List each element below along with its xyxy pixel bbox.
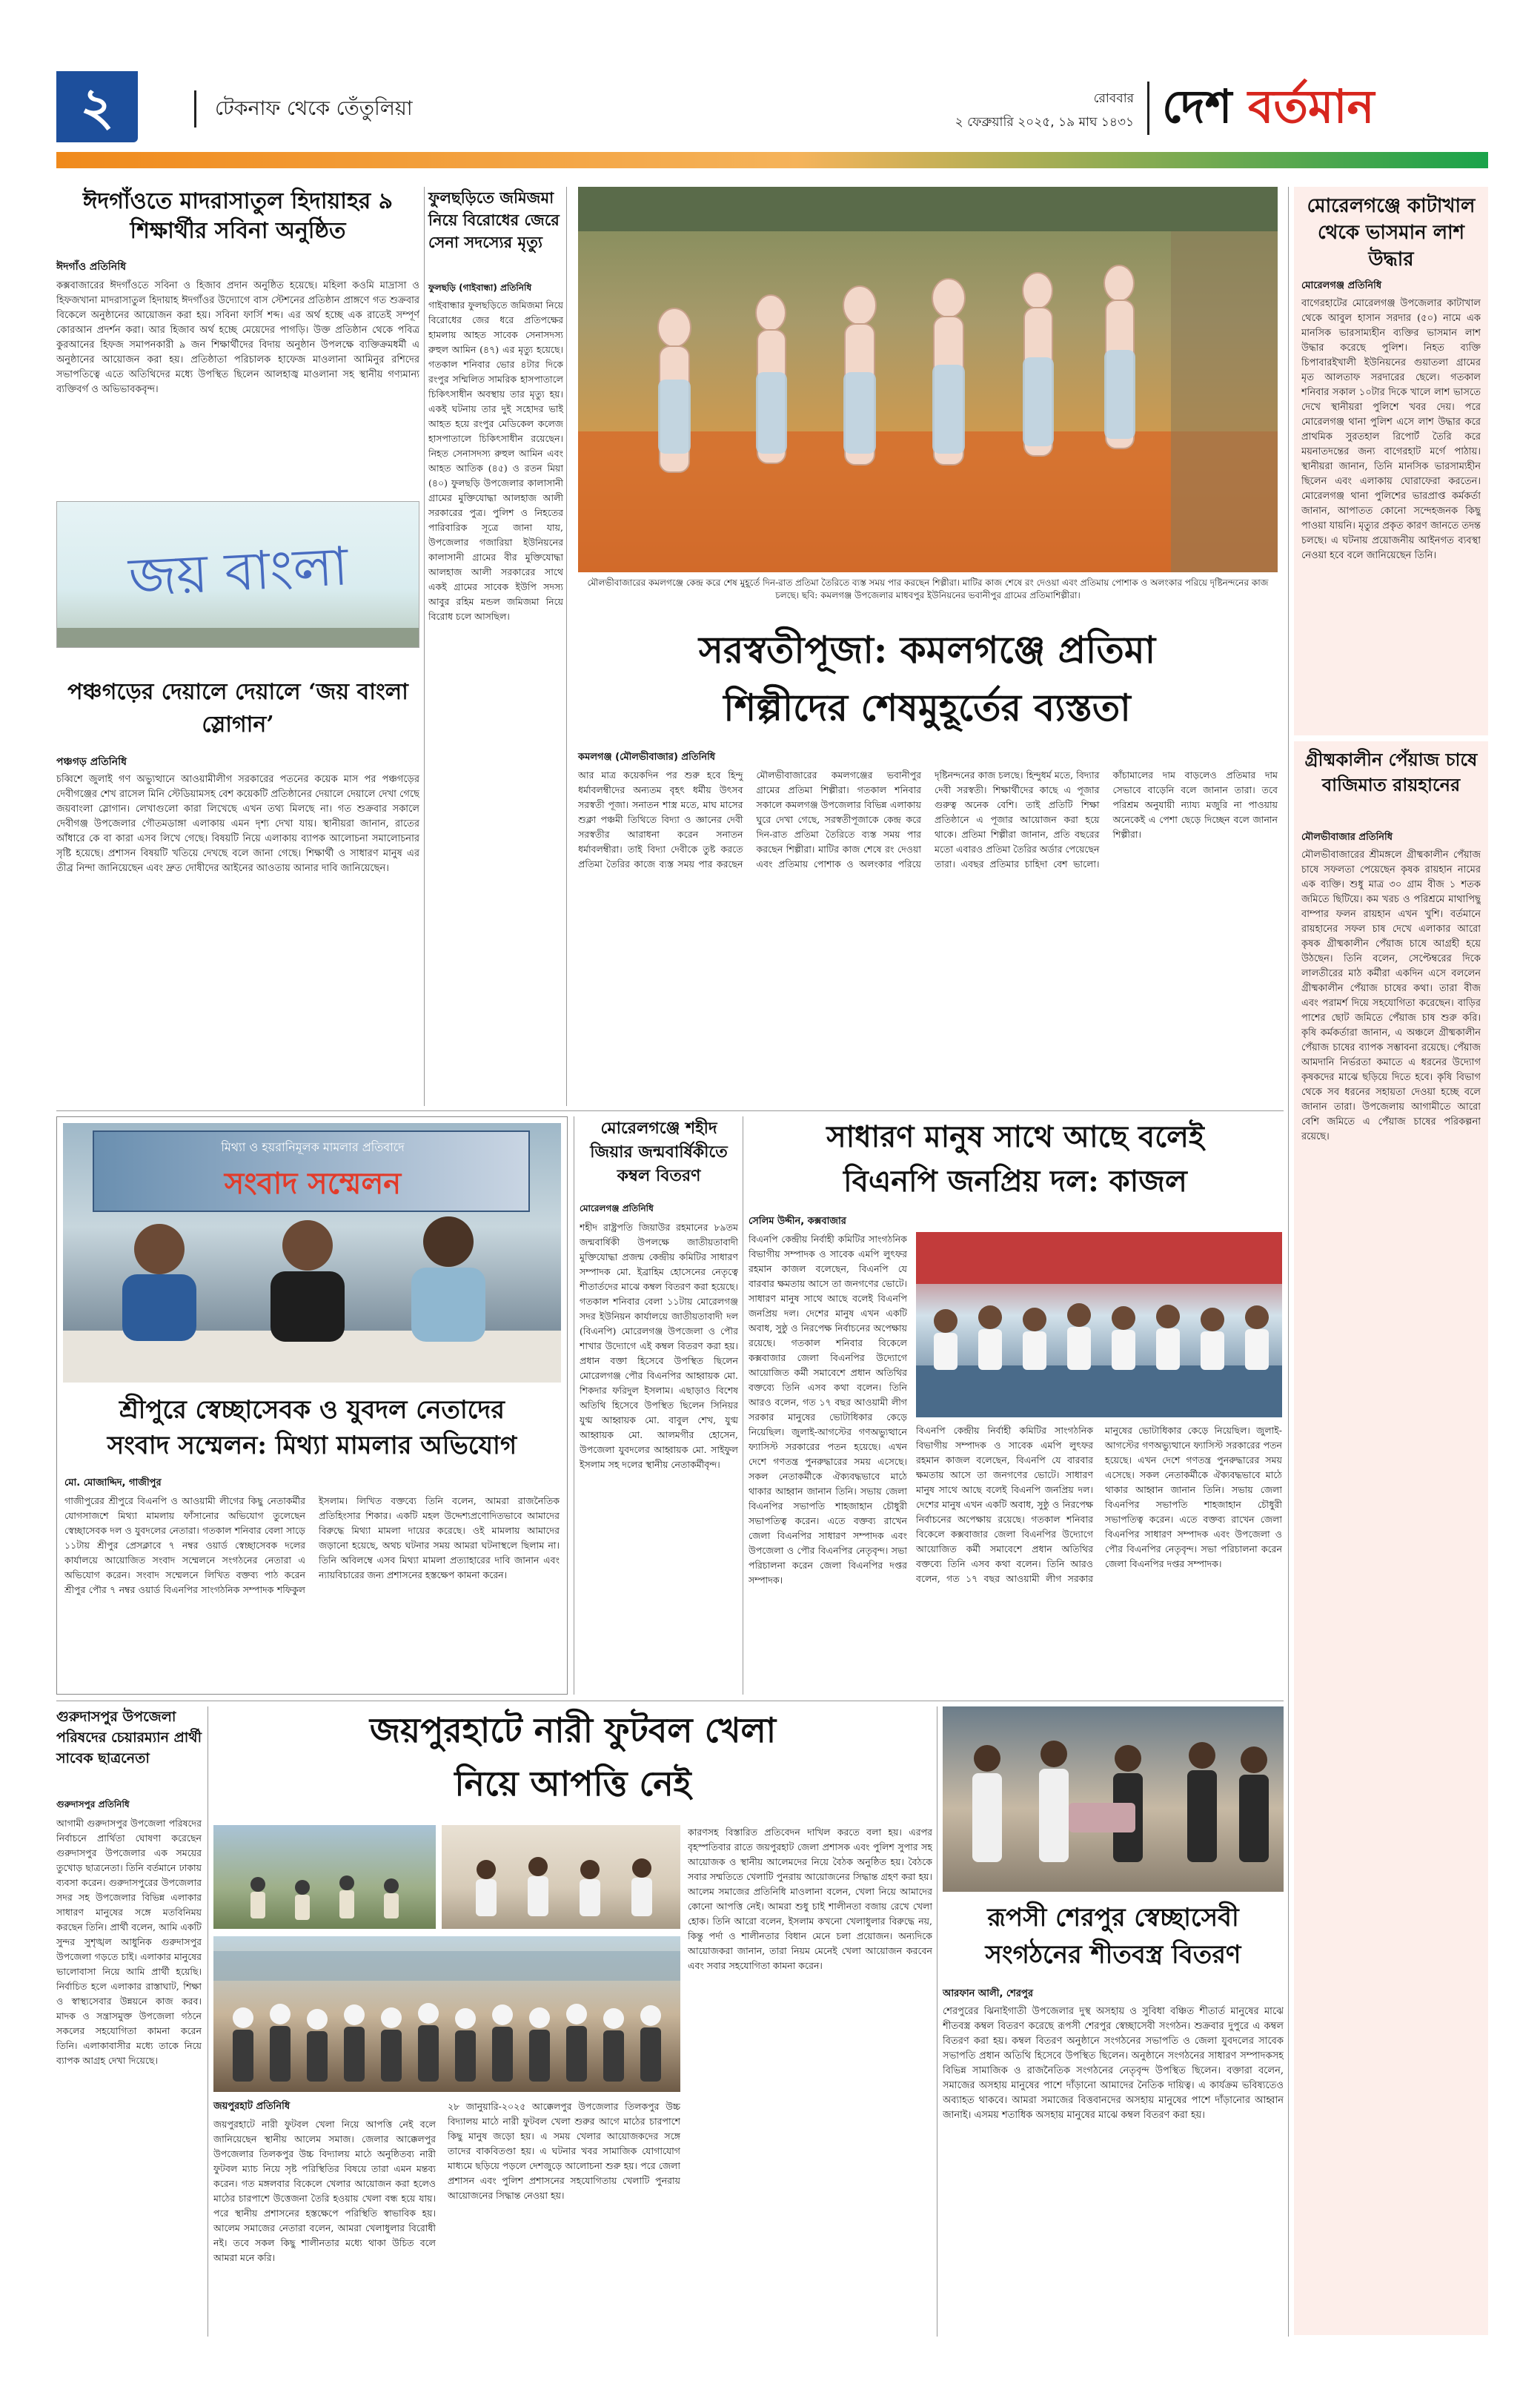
paper-logo-part2: বর্তমান <box>1248 79 1375 133</box>
article-body: কক্সবাজারের ঈদগাঁওতে সবিনা ও হিজাব প্রদান অনুষ্ঠিত হয়েছে। মহিলা কওমি মাদ্রাসা ও হিফজখানা মাদরাসাতুল হিদায়াহ ঈদগাঁওর উদ্যোগে বাস স্টেশনের প্রতিষ্ঠান প্রাঙ্গণে গত শুক্রবার বিকেলে অনুষ্ঠানের আয়োজন করা হয়। সবিনা ফার্সি শব্দ। এর অর্থ হচ্ছে এক রাতেই সম্পূর্ণ কোরআন প্রদর্শন করা। আর হিজাব অর্থ হচ্ছে মেয়েদের পাগড়ি। উক্ত প্রতিষ্ঠান থেকে পবিত্র কুরআনের হিফজ সমাপনকারী ৯ জন শিক্ষার্থীদের বিদায় অনুষ্ঠান উপলক্ষে ব্যক্তিক্রমধর্মী এ অনুষ্ঠানের আয়োজন করা হয়। প্রতিষ্ঠাতা পরিচালক হাফেজ মাওলানা আমিনুর রশিদের সভাপতিত্বে এতে অতিথিদের মধ্যে উপস্থিত ছিলেন আলহাজ্ব মাওলানা সহ স্থানীয় গণ্যমান্য ব্যক্তিবর্গ ও অভিভাবকবৃন্দ। <box>56 280 419 395</box>
article-panchagarh <box>56 501 419 1109</box>
idol-photo-scene <box>578 187 1278 572</box>
article-sreepur <box>56 1116 568 1695</box>
issue-day: রোববার <box>1093 91 1134 106</box>
article-body-right: কারণসহ বিস্তারিত প্রতিবেদন দাখিল করতে বলা হয়। এরপর বৃহস্পতিবার রাতে জয়পুরহাট জেলা প্রশাসক এবং পুলিশ সুপার সহ আয়োজক ও স্থানীয় আলেমদের নিয়ে বৈঠক অনুষ্ঠিত হয়। বৈঠকে সবার সম্মতিতে খেলাটি পুনরায় আয়োজনের সিদ্ধান্ত গ্রহণ করা হয়। আলেম সমাজের প্রতিনিধি মাওলানা বলেন, খেলা নিয়ে আমাদের কোনো আপত্তি নেই। আমরা শুধু চাই শালীনতা বজায় রেখে খেলা হোক। তিনি আরো বলেন, ইসলাম কখনো খেলাধুলার বিরুদ্ধে নয়, কিন্তু পর্দা ও শালীনতার বিধান মেনে চলা প্রয়োজন। অন্যদিকে আয়োজকরা জানান, তারা নিয়ম মেনেই খেলা আয়োজন করবেন এবং সবার সহযোগিতা কামনা করেন। <box>688 1827 932 1971</box>
headline-line2: বিএনপি জনপ্রিয় দল: কাজল <box>843 1164 1187 1199</box>
blanket-distribution-photo <box>943 1706 1284 1892</box>
article-body: শহীদ রাষ্ট্রপতি জিয়াউর রহমানের ৮৯তম জন্মবার্ষিকী উপলক্ষে জাতীয়তাবাদী মুক্তিযোদ্ধা প্রজন্ম কেন্দ্রীয় কমিটির সাধারণ সম্পাদক মো. ইব্রাহিম হোসেনের নেতৃত্বে শীতার্তদের মাঝে কম্বল বিতরণ করা হয়েছে। গতকাল শনিবার বেলা ১১টায় মোরেলগঞ্জ সদর ইউনিয়ন কার্যালয়ে জাতীয়তাবাদী দল (বিএনপি) মোরেলগঞ্জ উপজেলা ও পৌর শাখার উদ্যোগে এই কম্বল বিতরণ করা হয়। প্রধান বক্তা হিসেবে উপস্থিত ছিলেন মোরেলগঞ্জ পৌর বিএনপির আহ্বায়ক মো. শিকদার ফরিদুল ইসলাম। এছাড়াও বিশেষ অতিথি হিসেবে উপস্থিত ছিলেন সিনিয়র যুগ্ম আহ্বায়ক মো. বাবুল শেখ, যুগ্ম আহ্বায়ক মো. আলমগীর হোসেন, উপজেলা যুবদলের আহ্বায়ক মো. সাইফুল ইসলাম সহ দলের স্থানীয় নেতাকর্মীবৃন্দ। <box>580 1222 738 1470</box>
article-body-right: বিএনপি কেন্দ্রীয় নির্বাহী কমিটির সাংগঠনিক বিভাগীয় সম্পাদক ও সাবেক এমপি লুৎফর রহমান কাজল বলেছেন, বিএনপি যে বারবার ক্ষমতায় আসে তা জনগণের ভোটে। সাধারণ মানুষ সাথে আছে বলেই বিএনপি জনপ্রিয় দল। দেশের মানুষ এখন একটি অবাধ, সুষ্ঠু ও নিরপেক্ষ নির্বাচনের অপেক্ষায় রয়েছে। গতকাল শনিবার বিকেলে কক্সবাজার জেলা বিএনপির উদ্যোগে আয়োজিত কর্মী সমাবেশে প্রধান অতিথির বক্তব্যে তিনি এসব কথা বলেন। তিনি আরও বলেন, গত ১৭ বছর আওয়ামী লীগ সরকার মানুষের ভোটাধিকার কেড়ে নিয়েছিল। জুলাই-আগস্টের গণঅভ্যুত্থানে ফ্যাসিস্ট সরকারের পতন হয়েছে। এখন দেশে গণতন্ত্র পুনরুদ্ধারের সময় এসেছে। সকল নেতাকর্মীকে ঐক্যবদ্ধভাবে মাঠে থাকার আহ্বান জানান তিনি। সভায় জেলা বিএনপির সভাপতি শাহজাহান চৌধুরী সভাপতিত্ব করেন। এতে বক্তব্য রাখেন জেলা বিএনপির সাধারণ সম্পাদক এবং উপজেলা ও পৌর বিএনপির নেতৃবৃন্দ। সভা পরিচালনা করেন জেলা বিএনপির দপ্তর সম্পাদক। <box>916 1425 1282 1584</box>
headline: মোরেলগঞ্জে কাটাখাল থেকে ভাসমান লাশ উদ্ধার <box>1307 195 1476 271</box>
article-body: মৌলভীবাজারের শ্রীমঙ্গলে গ্রীষ্মকালীন পেঁয়াজ চাষে সফলতা পেয়েছেন কৃষক রায়হান নামের এক ব্যক্তি। শুধু মাত্র ৩০ গ্রাম বীজ ১ শতক জমিতে ছিটিয়ে। কম খরচ ও পরিশ্রমে মাথাপিছু বাম্পার ফলন রায়হান এখন খুশি। বর্তমানে রায়হানের সফল চাষ দেখে এলাকার আরো কৃষক গ্রীষ্মকালীন পেঁয়াজ চাষে আগ্রহী হয়ে উঠছেন। তিনি বলেন, সেপ্টেম্বরের দিকে লালতীরের মাঠ কর্মীরা একদিন এসে বললেন গ্রীষ্মকালীন পেঁয়াজ চাষের কথা। তারা বীজ এবং পরামর্শ দিয়ে সহযোগিতা করেছেন। বাড়ির পাশের ছোট জমিতে পেঁয়াজ চাষ শুরু করি। কৃষি কর্মকর্তারা জানান, এ অঞ্চলে গ্রীষ্মকালীন পেঁয়াজ চাষের ব্যাপক সম্ভাবনা রয়েছে। পেঁয়াজ আমদানি নির্ভরতা কমাতে এ ধরনের উদ্যোগ কৃষকদের মাঝে ছড়িয়ে দিতে হবে। কৃষি বিভাগ থেকে সব ধরনের সহায়তা দেওয়া হচ্ছে বলে জানান তারা। উপজেলায় আগামীতে আরো বেশি জমিতে এ পেঁয়াজ চাষের পরিকল্পনা রয়েছে। <box>1301 850 1481 1142</box>
wall-base <box>57 628 419 648</box>
press-people <box>63 1123 561 1383</box>
section-title: টেকনাফ থেকে তেঁতুলিয়া <box>215 97 413 120</box>
article-body-left: জয়পুরহাটে নারী ফুটবল খেলা নিয়ে আপত্তি নেই বলে জানিয়েছেন স্থানীয় আলেম সমাজ। জেলার আক্কেলপুর উপজেলার তিলকপুর উচ্চ বিদ্যালয় মাঠে অনুষ্ঠিতব্য নারী ফুটবল ম্যাচ নিয়ে সৃষ্ট পরিস্থিতির বিষয়ে তারা এমন মন্তব্য করেন। গত মঙ্গলবার বিকেলে খেলার আয়োজন করা হলেও মাঠের চারপাশে উত্তেজনা তৈরি হওয়ায় খেলা বন্ধ হয়ে যায়। পরে স্থানীয় প্রশাসনের হস্তক্ষেপে পরিস্থিতি স্বাভাবিক হয়। আলেম সমাজের নেতারা বলেন, আমরা খেলাধুলার বিরোধী নই। তবে সকল কিছু শালীনতার মধ্যে থাকা উচিত বলে আমরা মনে করি। <box>213 2119 436 2263</box>
column-rule <box>424 187 425 1106</box>
headline-line1: শ্রীপুরে স্বেচ্ছাসেবক ও যুবদল নেতাদের <box>119 1395 505 1425</box>
headline: গ্রীষ্মকালীন পেঁয়াজ চাষে বাজিমাত রায়হানের <box>1304 749 1478 795</box>
column-rule <box>566 187 567 1106</box>
article-morrelganj-lash <box>1294 187 1488 735</box>
headline-line1: জয়পুরহাটে নারী ফুটবল খেলা <box>369 1710 777 1750</box>
headline: গুরুদাসপুর উপজেলা পরিষদের চেয়ারম্যান প্রার্থী সাবেক ছাত্রনেতা <box>56 1709 202 1767</box>
headline: ফুলছড়িতে জমিজমা নিয়ে বিরোধের জেরে সেনা সদস্যের মৃত্যু <box>428 188 560 251</box>
article-morrelganj-shohid <box>580 1116 738 1695</box>
byline: মো. মোজাদ্দিদ, গাজীপুর <box>64 1477 162 1489</box>
idol-photo <box>578 187 1278 572</box>
byline: পঞ্চগড় প্রতিনিধি <box>56 756 127 768</box>
rally-crowd <box>916 1232 1282 1417</box>
byline: সেলিম উদ্দীন, কক্সবাজার <box>749 1216 846 1227</box>
article-body: গাজীপুরের শ্রীপুরে বিএনপি ও আওয়ামী লীগের কিছু নেতাকর্মীর যোগসাজশে মিথ্যা মামলায় ফাঁসানোর অভিযোগ তুলেছেন স্বেচ্ছাসেবক দল ও যুবদলের নেতারা। গতকাল শনিবার বেলা সাড়ে ১১টায় শ্রীপুর প্রেসক্লাবে ৭ নম্বর ওয়ার্ড স্বেচ্ছাসেবক দলের কার্যালয়ে আয়োজিত সংবাদ সম্মেলনে সংগঠনের নেতারা এ অভিযোগ করেন। সংবাদ সম্মেলনে লিখিত বক্তব্য পাঠ করেন শ্রীপুর পৌর ৭ নম্বর ওয়ার্ড বিএনপির সাংগঠনিক সম্পাদক শফিকুল ইসলাম। লিখিত বক্তব্যে তিনি বলেন, আমরা রাজনৈতিক প্রতিহিংসার শিকার। একটি মহল উদ্দেশ্যপ্রণোদিতভাবে আমাদের বিরুদ্ধে মিথ্যা মামলা দায়ের করেছে। ওই মামলায় আমাদের জড়ানো হয়েছে, অথচ ঘটনার সময় আমরা ঘটনাস্থলে ছিলাম না। তিনি অবিলম্বে এসব মিথ্যা মামলা প্রত্যাহারের দাবি জানান এবং ন্যায়বিচারের জন্য প্রশাসনের হস্তক্ষেপ কামনা করেন। <box>64 1495 560 1595</box>
section-rule <box>56 1110 1284 1111</box>
masthead-divider-left <box>194 90 196 128</box>
byline: ঈদগাঁও প্রতিনিধি <box>56 261 127 273</box>
byline: মোরেলগঞ্জ প্রতিনিধি <box>580 1203 654 1213</box>
masthead-bar-orange <box>56 152 797 168</box>
banner-title: সংবাদ সম্মেলন <box>224 1166 402 1201</box>
article-body: বাগেরহাটের মোরেলগঞ্জ উপজেলার কাটাখাল থেকে আবুল হাসান সরদার (৫০) নামে এক মানসিক ভারসাম্যহীন ব্যক্তির ভাসমান লাশ উদ্ধার করেছে পুলিশ। নিহত ব্যক্তি চিপাবারইখালী ইউনিয়নের গুয়াতলা গ্রামের মৃত আলতাফ সরদারের ছেলে। গতকাল শনিবার সকাল ১০টার দিকে খালে লাশ ভাসতে দেখে স্থানীয়রা পুলিশে খবর দেয়। পরে মোরেলগঞ্জ থানা পুলিশ এসে লাশ উদ্ধার করে প্রাথমিক সুরতহাল রিপোর্ট তৈরি করে ময়নাতদন্তের জন্য বাগেরহাট মর্গে পাঠায়। স্থানীয়রা জানান, তিনি মানসিক ভারসাম্যহীন ছিলেন এবং এলাকায় ঘোরাফেরা করতেন। মোরেলগঞ্জ থানা পুলিশের ভারপ্রাপ্ত কর্মকর্তা জানান, আপাতত কোনো সন্দেহজনক কিছু পাওয়া যায়নি। মৃত্যুর প্রকৃত কারণ জানতে তদন্ত চলছে। এ ঘটনায় প্রয়োজনীয় আইনগত ব্যবস্থা নেওয়া হবে বলে জানিয়েছেন তিনি। <box>1301 298 1481 561</box>
headline: মোরেলগঞ্জে শহীদ জিয়ার জন্মবার্ষিকীতে কম্বল বিতরণ <box>590 1119 728 1185</box>
article-body: আগামী গুরুদাসপুর উপজেলা পরিষদের নির্বাচনে প্রার্থিতা ঘোষণা করেছেন গুরুদাসপুর উপজেলার এক সময়ের তুখোড় ছাত্রনেতা। তিনি বর্তমানে ঢাকায় ব্যবসা করেন। গুরুদাসপুরের উপজেলার সদর সহ উপজেলার বিভিন্ন এলাকার সাধারণ মানুষের সঙ্গে মতবিনিময় করছেন তিনি। প্রার্থী বলেন, আমি একটি সুন্দর সুশৃঙ্খল আধুনিক গুরুদাসপুর উপজেলা গড়তে চাই। এলাকার মানুষের ভালোবাসা নিয়ে আমি প্রার্থী হয়েছি। নির্বাচিত হলে এলাকার রাস্তাঘাট, শিক্ষা ও স্বাস্থ্যসেবার উন্নয়নে কাজ করব। মাদক ও সন্ত্রাসমুক্ত উপজেলা গঠনে সকলের সহযোগিতা কামনা করেন তিনি। এলাকাবাসীর মধ্যে তাকে নিয়ে ব্যাপক আগ্রহ দেখা দিয়েছে। <box>56 1818 202 2066</box>
distribution-people <box>943 1706 1284 1892</box>
article-body: গাইবান্ধার ফুলছড়িতে জমিজমা নিয়ে বিরোধের জের ধরে প্রতিপক্ষের হামলায় আহত সাবেক সেনাসদস্য রুহুল আমিন (৪৭) এর মৃত্যু হয়েছে। গতকাল শনিবার ভোর ৪টার দিকে রংপুর সম্মিলিত সামরিক হাসপাতালে চিকিৎসাধীন অবস্থায় তার মৃত্যু হয়। একই ঘটনায় তার দুই সহোদর ভাই আহত হয়ে রংপুর মেডিকেল কলেজ হাসপাতালে চিকিৎসাধীন রয়েছেন। নিহত সেনাসদস্য রুহুল আমিন এবং আহত আতিক (৪৫) ও রতন মিয়া (৪০) ফুলছড়ি উপজেলার কালাসানী গ্রামের মুক্তিযোদ্ধা আলহাজ আলী সরকারের পুত্র। পুলিশ ও নিহতের পারিবারিক সূত্রে জানা যায়, উপজেলার গজারিয়া ইউনিয়নের কালাসানী গ্রামের বীর মুক্তিযোদ্ধা আলহাজ আলী সরকারের সাথে একই গ্রামের সাবেক ইউপি সদস্য আবুর রহিম মন্ডল জমিজমা নিয়ে বিরোধ চলে আসছিল। <box>428 299 563 622</box>
crowd-outdoor <box>213 1825 436 1929</box>
wall-photo <box>56 501 419 648</box>
football-photo-small <box>213 1825 436 1929</box>
photo-caption: মৌলভীবাজারের কমলগঞ্জে কেন্দ্র করে শেষ মুহূর্তে দিন-রাত প্রতিমা তৈরিতে ব্যস্ত সময় পার করছেন শিল্পীরা। মাটির কাজ শেষে রং দেওয়া এবং প্রতিমায় পোশাক ও অলংকার পরিয়ে দৃষ্টিনন্দনের কাজ চলছে। ছবি: কমলগঞ্জ উপজেলার মাধবপুর ইউনিয়নের ভবানীপুর গ্রামের প্রতিমাশিল্পীরা। <box>587 577 1269 600</box>
column-rule <box>1288 187 1289 2337</box>
headline: পঞ্চগড়ের দেয়ালে দেয়ালে ‘জয় বাংলা স্লোগান’ <box>67 679 408 738</box>
headline: ঈদগাঁওতে মাদরাসাতুল হিদায়াহর ৯ শিক্ষার্থীর সবিনা অনুষ্ঠিত <box>82 188 394 244</box>
article-fulchhari <box>428 187 563 1106</box>
banner-sub: মিথ্যা ও হয়রানিমূলক মামলার প্রতিবাদে <box>221 1140 405 1154</box>
meeting-photo <box>442 1825 680 1929</box>
byline: আরফান আলী, শেরপুর <box>943 1988 1033 1999</box>
article-saraswati <box>572 187 1282 1106</box>
press-conference-photo <box>63 1123 561 1383</box>
masthead-divider-right <box>1147 82 1149 135</box>
article-body: চব্বিশে জুলাই গণ অভ্যুত্থানে আওয়ামীলীগ সরকারের পতনের কয়েক মাস পর পঞ্চগড়ের দেবীগঞ্জের শেখ রাসেল মিনি স্টেডিয়ামসহ বেশ কয়েকটি প্রতিষ্ঠানের দেয়ালে দেয়ালে দেখা গেছে জয়বাংলা স্লোগান। লেখাগুলো কারা লিখেছে এখন তথ্য মিলছে না। গত শুক্রবার সকালে দেবীগঞ্জ উপজেলার গৌতমডাঙ্গা এলাকায় এমন দৃশ্য দেখা যায়। স্থানীয়রা জানান, রাতের আঁধারে কে বা কারা এসব লিখে গেছে। বিষয়টি নিয়ে এলাকায় ব্যাপক আলোচনা সমালোচনার সৃষ্টি হয়েছে। প্রশাসন বিষয়টি খতিয়ে দেখছে বলে জানা গেছে। শিক্ষার্থী ও সাধারণ মানুষ এর তীব্র নিন্দা জানিয়েছেন এবং দ্রুত দোষীদের আইনের আওতায় আনার দাবি জানিয়েছেন। <box>56 774 419 874</box>
paper-logo <box>1162 71 1488 142</box>
issue-date: ২ ফেব্রুয়ারি ২০২৫, ১৯ মাঘ ১৪৩১ <box>955 115 1134 130</box>
rally-photo <box>916 1232 1282 1417</box>
byline: জয়পুরহাট প্রতিনিধি <box>213 2101 291 2112</box>
masthead-bar-green <box>797 152 1488 168</box>
football-crowd-photo <box>213 1936 680 2092</box>
article-sherpur <box>943 1706 1284 2337</box>
article-joypurhat <box>213 1706 932 2337</box>
article-body-left: বিএনপি কেন্দ্রীয় নির্বাহী কমিটির সাংগঠনিক বিভাগীয় সম্পাদক ও সাবেক এমপি লুৎফর রহমান কাজল বলেছেন, বিএনপি যে বারবার ক্ষমতায় আসে তা জনগণের ভোটে। সাধারণ মানুষ সাথে আছে বলেই বিএনপি জনপ্রিয় দল। দেশের মানুষ এখন একটি অবাধ, সুষ্ঠু ও নিরপেক্ষ নির্বাচনের অপেক্ষায় রয়েছে। গতকাল শনিবার বিকেলে কক্সবাজার জেলা বিএনপির উদ্যোগে আয়োজিত কর্মী সমাবেশে প্রধান অতিথির বক্তব্যে তিনি এসব কথা বলেন। তিনি আরও বলেন, গত ১৭ বছর আওয়ামী লীগ সরকার মানুষের ভোটাধিকার কেড়ে নিয়েছিল। জুলাই-আগস্টের গণঅভ্যুত্থানে ফ্যাসিস্ট সরকারের পতন হয়েছে। এখন দেশে গণতন্ত্র পুনরুদ্ধারের সময় এসেছে। সকল নেতাকর্মীকে ঐক্যবদ্ধভাবে মাঠে থাকার আহ্বান জানান তিনি। সভায় জেলা বিএনপির সভাপতি শাহজাহান চৌধুরী সভাপতিত্ব করেন। এতে বক্তব্য রাখেন জেলা বিএনপির সাধারণ সম্পাদক এবং উপজেলা ও পৌর বিএনপির নেতৃবৃন্দ। সভা পরিচালনা করেন জেলা বিএনপির দপ্তর সম্পাদক। <box>749 1234 907 1586</box>
headline-line2: সংবাদ সম্মেলন: মিথ্যা মামলার অভিযোগ <box>107 1431 517 1460</box>
headline-line1: রূপসী শেরপুর স্বেচ্ছাসেবী <box>987 1903 1239 1933</box>
headline-line2: নিয়ে আপত্তি নেই <box>454 1764 691 1804</box>
article-body-mid: ২৮ জানুয়ারি-২০২৫ আক্কেলপুর উপজেলার তিলকপুর উচ্চ বিদ্যালয় মাঠে নারী ফুটবল খেলা শুরুর আগে মাঠের চারপাশে কিছু মানুষ জড়ো হয়। এ সময় খেলার আয়োজকদের সঙ্গে তাদের বাকবিতণ্ডা হয়। এ ঘটনার খবর সামাজিক যোগাযোগ মাধ্যমে ছড়িয়ে পড়লে দেশজুড়ে আলোচনা শুরু হয়। পরে জেলা প্রশাসন এবং পুলিশ প্রশাসনের সহযোগিতায় খেলাটি পুনরায় আয়োজনের সিদ্ধান্ত নেওয়া হয়। <box>448 2101 680 2201</box>
headline-line1: সাধারণ মানুষ সাথে আছে বলেই <box>826 1119 1204 1154</box>
headline-line2: শিল্পীদের শেষমুহূর্তের ব্যস্ততা <box>723 686 1131 729</box>
article-gurudaspur <box>56 1706 202 2337</box>
headline-line1: সরস্বতীপূজা: কমলগঞ্জে প্রতিমা <box>698 628 1156 672</box>
paper-logo-part1: দেশ <box>1162 79 1232 133</box>
masthead <box>0 0 1540 185</box>
byline: মোরেলগঞ্জ প্রতিনিধি <box>1301 280 1382 291</box>
article-body: আর মাত্র কয়েকদিন পর শুরু হবে হিন্দু ধর্মাবলম্বীদের অন্যতম বৃহৎ ধর্মীয় উৎসব সরস্বতী পূজা। সনাতন শাস্ত্র মতে, মাঘ মাসের শুক্লা পঞ্চমী তিথিতে বিদ্যা ও জ্ঞানের দেবী সরস্বতীর আরাধনা করেন সনাতন ধর্মাবলম্বীরা। তাই বিদ্যা দেবীকে তুষ্ট করতে প্রতিমা তৈরির কাজে ব্যস্ত সময় পার করছেন মৌলভীবাজারের কমলগঞ্জের ভবানীপুর গ্রামের প্রতিমা শিল্পীরা। গতকাল শনিবার সকালে কমলগঞ্জ উপজেলার বিভিন্ন এলাকায় ঘুরে দেখা গেছে, সরস্বতীপূজাকে কেন্দ্র করে দিন-রাত প্রতিমা তৈরিতে ব্যস্ত সময় পার করছেন শিল্পীরা। মাটির কাজ শেষে রং দেওয়া এবং প্রতিমায় পোশাক ও অলংকার পরিয়ে দৃষ্টিনন্দনের কাজ চলছে। হিন্দুধর্ম মতে, বিদ্যার দেবী সরস্বতী। শিক্ষার্থীদের কাছে এ পূজার গুরুত্ব অনেক বেশি। তাই প্রতিটি শিক্ষা প্রতিষ্ঠানে এ পূজার আয়োজন করা হয়ে থাকে। প্রতিমা শিল্পীরা জানান, প্রতি বছরের মতো এবারও প্রতিমা তৈরির অর্ডার পেয়েছেন তারা। এবছর প্রতিমার চাহিদা বেশ ভালো। কাঁচামালের দাম বাড়লেও প্রতিমার দাম সেভাবে বাড়েনি বলে জানান তারা। তবে পরিশ্রম অনুযায়ী ন্যায্য মজুরি না পাওয়ায় অনেকেই এ পেশা ছেড়ে দিচ্ছেন বলে জানান শিল্পীরা। <box>578 769 1278 870</box>
article-body: শেরপুরের ঝিনাইগাতী উপজেলার দুস্থ অসহায় ও সুবিধা বঞ্চিত শীতার্ত মানুষের মাঝে শীতবস্ত্র কম্বল বিতরণ করেছে রূপসী শেরপুর স্বেচ্ছাসেবী সংগঠন। শুক্রবার দুপুরে এ কম্বল বিতরণ করা হয়। কম্বল বিতরণ অনুষ্ঠানে সংগঠনের সভাপতি ও জেলা যুবদলের সাবেক সভাপতি প্রধান অতিথি হিসেবে উপস্থিত ছিলেন। অনুষ্ঠানে সংগঠনের সাধারণ সম্পাদকসহ বিভিন্ন সামাজিক ও রাজনৈতিক সংগঠনের নেতৃবৃন্দ উপস্থিত ছিলেন। বক্তারা বলেন, সমাজের অসহায় মানুষের পাশে দাঁড়ানো আমাদের নৈতিক দায়িত্ব। এ কার্যক্রম ভবিষ্যতেও অব্যাহত থাকবে। আমরা সমাজের বিত্তবানদের অসহায় মানুষের পাশে দাঁড়ানোর আহ্বান জানাই। এসময় শতাধিক অসহায় মানুষের মাঝে কম্বল বিতরণ করা হয়। <box>943 2006 1284 2121</box>
article-kajol <box>749 1116 1282 1695</box>
byline: কমলগঞ্জ (মৌলভীবাজার) প্রতিনিধি <box>578 752 716 763</box>
headline-line2: সংগঠনের শীতবস্ত্র বিতরণ <box>985 1940 1241 1970</box>
page-number: ২ <box>80 76 114 137</box>
article-piaj <box>1294 741 1488 2335</box>
wall-graffiti: জয় বাংলা <box>127 534 350 609</box>
byline: মৌলভীবাজার প্রতিনিধি <box>1301 832 1393 843</box>
byline: গুরুদাসপুর প্রতিনিধি <box>56 1799 130 1809</box>
meeting-people <box>442 1825 680 1929</box>
article-idgaon <box>56 187 419 498</box>
byline: ফুলছড়ি (গাইবান্ধা) প্রতিনিধি <box>428 282 532 293</box>
large-crowd <box>213 1936 680 2092</box>
